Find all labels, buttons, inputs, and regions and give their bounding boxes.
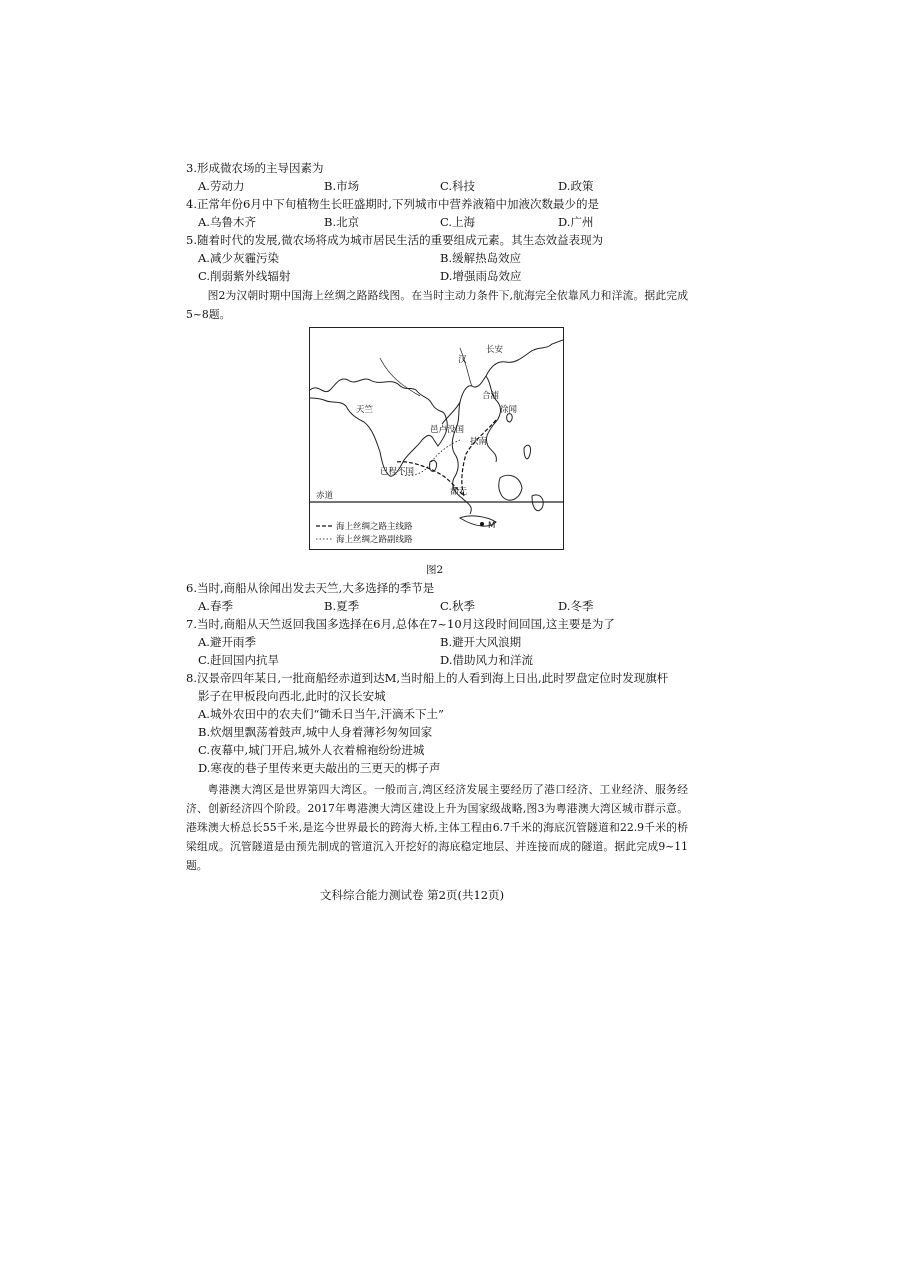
figure-2-intro-text: 图2为汉朝时期中国海上丝绸之路路线图。在当时主动力条件下,航海完全依靠风力和洋流。据此完成5~8题。 — [186, 289, 688, 321]
label-funan: 扶南 — [470, 437, 488, 447]
label-han: 汉 — [458, 355, 467, 365]
point-m — [480, 522, 484, 526]
question-8-option-a: A.城外农田中的农夫们“锄禾日当午,汗滴禾下土” — [198, 707, 444, 721]
question-6-option-a: A.春季 — [198, 599, 233, 613]
legend-main-label: 海上丝绸之路主线路 — [336, 522, 413, 532]
question-8-option-d: D.寒夜的巷子里传来更夫敲出的三更天的梆子声 — [198, 761, 441, 775]
label-m: M — [488, 521, 496, 531]
coast-south-china — [486, 376, 500, 462]
question-3-option-a: A.劳动力 — [198, 179, 245, 193]
label-bacheng: 已程不国 — [380, 467, 415, 477]
island-sulawesi — [532, 495, 543, 511]
question-7-option-a: A.避开雨季 — [198, 635, 256, 649]
question-5-option-b: B.缓解热岛效应 — [440, 251, 522, 265]
label-changan: 长安 — [486, 345, 504, 355]
question-8-stem-line-2: 影子在甲板段向西北,此时的汉长安城 — [198, 689, 386, 703]
question-7-stem: 7.当时,商船从天竺返回我国多选择在6月,总体在7~10月这段时间回国,这主要是为了 — [186, 617, 615, 631]
question-5-option-c: C.削弱紫外线辐射 — [198, 269, 291, 283]
figure-2-intro — [186, 286, 688, 324]
question-4-option-d: D.广州 — [558, 215, 594, 229]
question-7-option-b: B.避开大风浪期 — [440, 635, 522, 649]
question-6-stem: 6.当时,商船从徐闻出发去天竺,大多选择的季节是 — [186, 581, 435, 595]
question-3-option-d: D.政策 — [558, 179, 594, 193]
silk-road-map — [309, 327, 564, 550]
question-6-option-d: D.冬季 — [558, 599, 594, 613]
question-7-option-d: D.借助风力和洋流 — [440, 653, 533, 667]
bay-area-intro — [186, 780, 688, 875]
question-5-option-a: A.减少灰霾污染 — [198, 251, 279, 265]
map-drawing — [310, 328, 563, 549]
island-borneo — [499, 475, 522, 500]
river-mekong — [460, 348, 472, 386]
label-lingdu: 邑卢没国 — [430, 425, 465, 435]
question-6-option-c: C.秋季 — [440, 599, 476, 613]
question-6-option-b: B.夏季 — [324, 599, 360, 613]
question-4-option-a: A.乌鲁木齐 — [198, 215, 256, 229]
river-ganges — [380, 358, 420, 396]
label-hepu: 合浦 — [482, 391, 500, 401]
question-8-stem-line-1: 8.汉景帝四年某日,一批商船经赤道到达M,当时船上的人看到海上日出,此时罗盘定位时发现旗杆 — [186, 671, 669, 685]
label-duyuan: 都元 — [450, 487, 468, 497]
label-equator: 赤道 — [316, 491, 334, 501]
page-footer: 文科综合能力测试卷 第2页(共12页) — [320, 888, 505, 902]
question-3-option-b: B.市场 — [324, 179, 360, 193]
label-tianzhu: 天竺 — [356, 405, 374, 415]
question-5-option-d: D.增强雨岛效应 — [440, 269, 522, 283]
question-4-option-b: B.北京 — [324, 215, 360, 229]
legend-side-label: 海上丝绸之路副线路 — [336, 535, 413, 545]
label-xuwen: 徐闻 — [500, 405, 518, 415]
question-8-option-b: B.炊烟里飘荡着鼓声,城中人身着薄衫匆匆回家 — [198, 725, 433, 739]
coast-india-arabia — [310, 379, 447, 476]
question-3-stem: 3.形成微农场的主导因素为 — [186, 161, 324, 175]
bay-area-intro-text: 粤港澳大湾区是世界第四大湾区。一般而言,湾区经济发展主要经历了港口经济、工业经济、服务经济、创新经济四个阶段。2017年粤港澳大湾区建设上升为国家级战略,图3为粤港澳大湾区城市群示意。港珠澳大桥总长55千米,是迄今世界最长的跨海大桥,主体工程由6.7千米的海底沉管隧道和22.9千米的桥梁组成。沉管隧道是由预先制成的管道沉入开挖好的海底稳定地层、并连接而成的隧道。据此完成9~11题。 — [186, 783, 688, 872]
question-7-option-c: C.赶回国内抗旱 — [198, 653, 280, 667]
figure-2-caption: 图2 — [426, 564, 444, 576]
question-4-option-c: C.上海 — [440, 215, 476, 229]
island-philippines — [524, 445, 531, 459]
question-8-option-c: C.夜幕中,城门开启,城外人衣着棉袍纷纷进城 — [198, 743, 425, 757]
question-5-stem: 5.随着时代的发展,微农场将成为城市居民生活的重要组成元素。其生态效益表现为 — [186, 233, 604, 247]
question-4-stem: 4.正常年份6月中下旬植物生长旺盛期时,下列城市中营养液箱中加液次数最少的是 — [186, 197, 599, 211]
coast-indochina-malay — [452, 402, 471, 514]
question-3-option-c: C.科技 — [440, 179, 476, 193]
